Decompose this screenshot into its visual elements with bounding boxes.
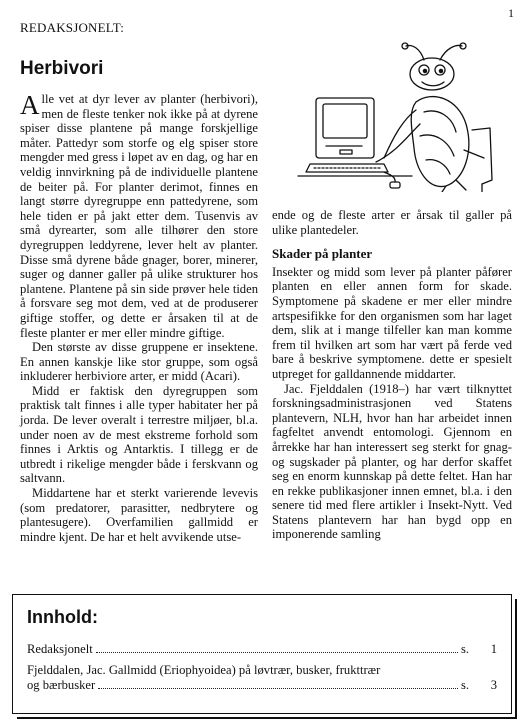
monitor-icon [316, 98, 374, 158]
subheading: Skader på planter [272, 246, 373, 262]
insect-at-computer-illustration [296, 40, 496, 192]
contents-heading: Innhold: [27, 607, 98, 627]
paragraph: Middartene har et sterkt varierende levevis (som predatorer, parasitter, nedbrytere og plantesugere). Overfamilien gallmidd er mindre kjent. De har et helt avvikende utse- [20, 486, 258, 544]
article-title: Herbivori [20, 58, 104, 79]
article-column-left [20, 92, 258, 544]
toc-entry-title: Redaksjonelt [27, 642, 93, 656]
paragraph: ende og de fleste arter er årsak til galler på ulike plantedeler. [272, 208, 512, 237]
toc-page-number: 3 [490, 678, 497, 692]
page-number: 1 [508, 6, 514, 20]
toc-leader-dots [98, 688, 458, 689]
paragraph-intro-text: lle vet at dyr lever av planter (herbivori), men de fleste tenker nok ikke på at dyrene spiser disse plantene på mange forskjellige måter. Pattedyr som storfe og elg spiser store mengder med gress i løpet av en dag, og har en veldig innvirkning på de individuelle plantene de beiter på. For planter derimot, finnes en langt større dyregruppe enn pattedyrene, som hele tiden er på jakt etter dem. Tusenvis av små dyrearter, som alle tilhører den store dyregruppen leddyrene, lever helt av planter. Disse små dyrene både gnager, borer, minerer, suger og danner galler på ulike strukturer hos plantene. Plantene på sin side prøver hele tiden å forsvare seg mot dem, ved at de produserer giftige stoffer, og dette er årsaken til at de fleste planter er mer eller mindre giftige. [20, 92, 258, 340]
paragraph: Jac. Fjelddalen (1918–) har vært tilknyttet forskningsadministrasjonen ved Statens plantevern, NLH, hvor han har arbeidet innen fagfeltet anvendt entomologi. Gjennom en årrekke har han interessert seg sterkt for gnag- og sugskader på planter, og har derfor skaffet seg en enorm kunnskap på dette feltet. Han har en rekke publikasjoner innen emnet, bl.a. i den senere tid med flere artikler i Insekt-Nytt. Ved Statens plantevern har han bygd opp en imponerende samling [272, 381, 512, 542]
toc-entry[interactable] [27, 663, 497, 693]
paragraph: Insekter og midd som lever på planter påfører planten en eller annen form for skade. Symptomene på skadene er mer eller mindre artspesifikke for den organismen som har laget dem, slik at i mange tilfeller kan man komme frem til hvilken art som har vært på ferde ved bare å beskrive symptomene. dette er spesielt utpreget for galldannende middarter. [272, 264, 512, 381]
paragraph: Den største av disse gruppene er insektene. En annen kanskje like stor gruppe, som også inkluderer herbiviore arter, er midd (Acari). [20, 340, 258, 384]
toc-leader-dots [96, 652, 458, 653]
paragraph: Midd er faktisk den dyregruppen som praktisk talt finnes i alle typer habitater her på jorda. De lever overalt i terrestre miljøer, bl.a. under noen av de mest ekstreme forhold som finnes i Arktis og Antarktis. I tillegg er de utbredt i rikelige mengder både i ferskvann og saltvann. [20, 383, 258, 486]
insect-body-icon [411, 97, 469, 187]
toc-page-prefix: s. [460, 642, 469, 656]
drop-cap: A [20, 90, 40, 120]
paragraph-intro [20, 92, 258, 340]
toc-page-number: 1 [490, 642, 497, 656]
section-label: REDAKSJONELT: [20, 20, 125, 35]
contents-box [12, 594, 512, 714]
toc-entry-title-continued: og bærbusker [27, 678, 96, 692]
table-of-contents [27, 642, 497, 693]
article-column-right [272, 208, 512, 542]
mouse-icon [390, 182, 400, 188]
toc-page-prefix: s. [460, 678, 469, 692]
toc-entry[interactable] [27, 642, 497, 657]
toc-entry-title: Fjelddalen, Jac. Gallmidd (Eriophyoidea) på løvtrær, busker, frukttrær [27, 663, 381, 677]
